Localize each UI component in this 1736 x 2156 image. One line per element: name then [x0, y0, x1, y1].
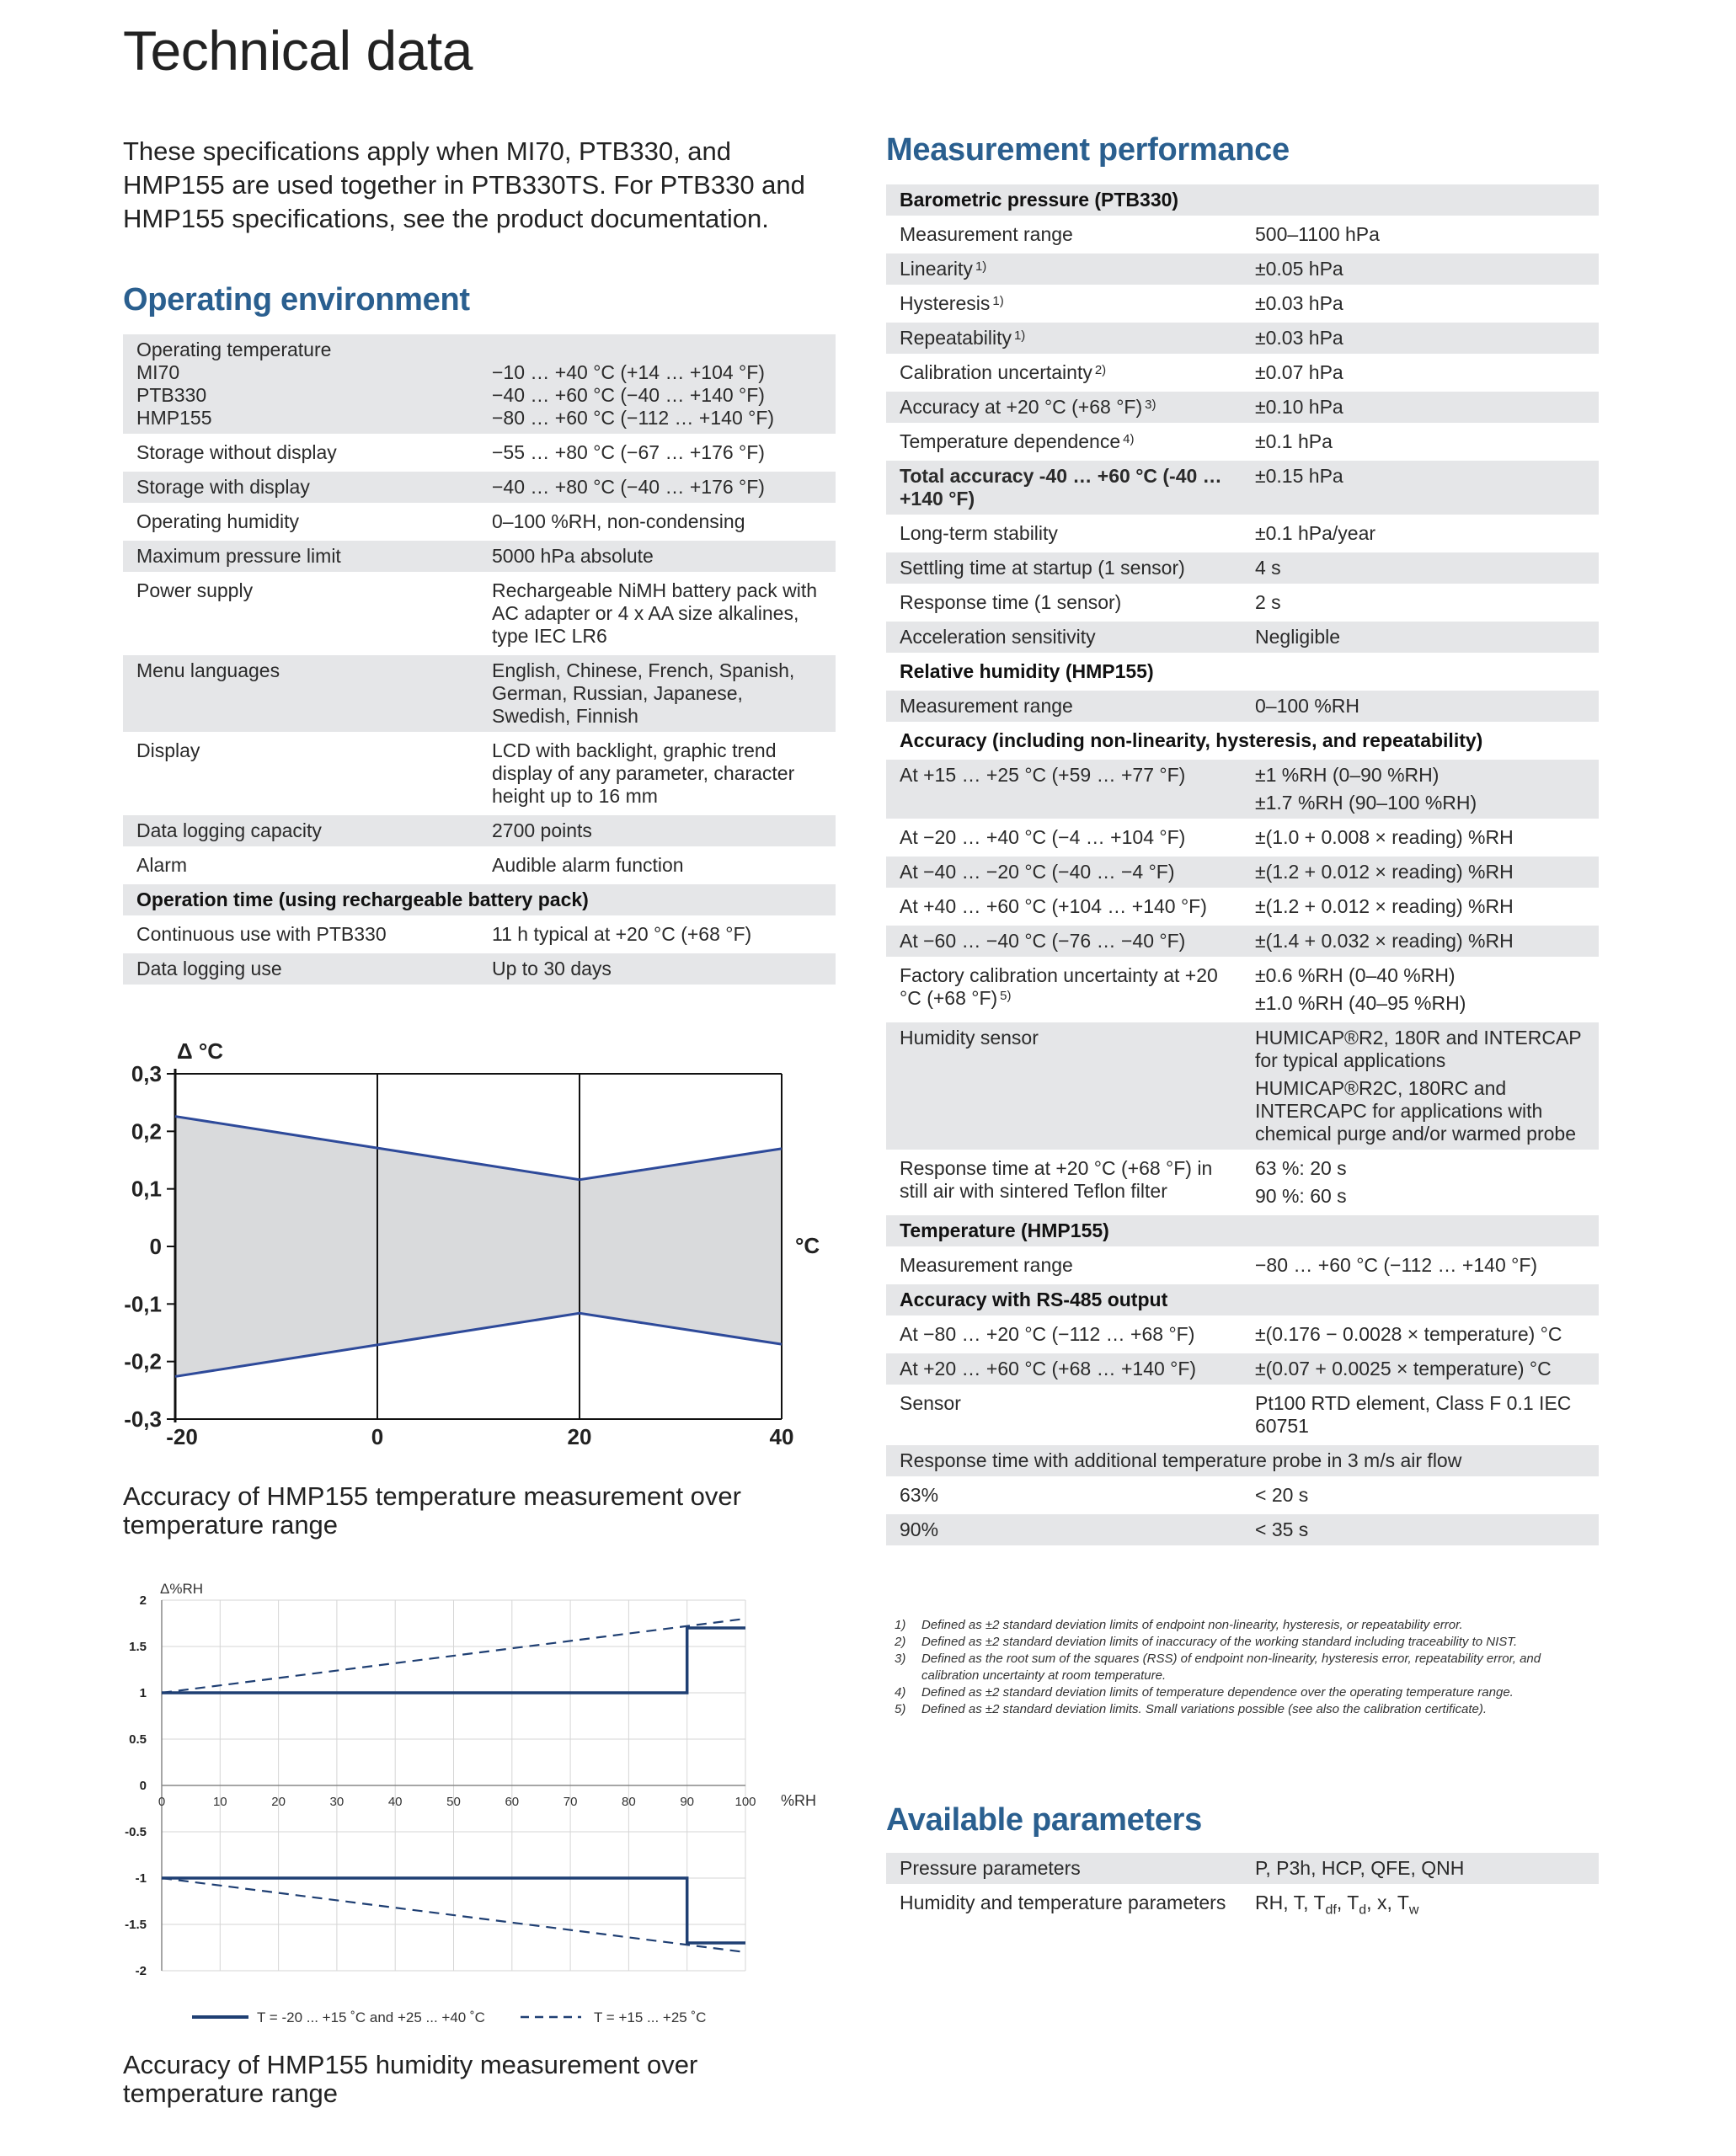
- perf-subheading: Relative humidity (HMP155): [900, 660, 1154, 682]
- footnote-item: [893, 1651, 1558, 1684]
- operation-time-row: [123, 919, 836, 950]
- perf-value-text-2: ±1.0 %RH (40–95 %RH): [1255, 992, 1466, 1014]
- y-tick-label: -2: [135, 1964, 147, 1978]
- perf-row: [886, 857, 1599, 888]
- x-tick-label: 70: [563, 1795, 578, 1809]
- perf-value-text: ±0.1 hPa: [1255, 430, 1333, 452]
- perf-label-text: Factory calibration uncertainty at +20 °C (+68 °F): [900, 964, 1218, 1009]
- perf-value: [1242, 1319, 1599, 1350]
- footnote-number: 3): [895, 1652, 906, 1666]
- footnote-number: 4): [895, 1685, 906, 1700]
- perf-value-text: ±0.03 hPa: [1255, 327, 1343, 349]
- perf-value: [1242, 518, 1599, 549]
- perf-label-text: Measurement range: [900, 695, 1073, 717]
- perf-row: [886, 1514, 1599, 1545]
- perf-value: [1242, 587, 1599, 618]
- perf-label-text: Sensor: [900, 1392, 961, 1414]
- env-row-label: Operating humidity: [136, 510, 300, 532]
- perf-value-text: < 35 s: [1255, 1518, 1309, 1540]
- y-tick-label: -0,2: [124, 1348, 162, 1374]
- perf-label: [886, 1514, 1242, 1545]
- perf-label-text: Response time (1 sensor): [900, 591, 1122, 613]
- perf-label-text: 63%: [900, 1484, 939, 1506]
- operation-time-label: Data logging use: [123, 953, 478, 985]
- perf-label: [886, 822, 1242, 853]
- env-row-value: 5000 hPa absolute: [478, 541, 836, 572]
- perf-label: [886, 760, 1242, 819]
- perf-label: [886, 587, 1242, 618]
- perf-value-text: ±0.05 hPa: [1255, 258, 1343, 280]
- perf-label-text: At +20 … +60 °C (+68 … +140 °F): [900, 1358, 1197, 1380]
- perf-label-text: 90%: [900, 1518, 939, 1540]
- intro-text: These specifications apply when MI70, PTB330, and HMP155 are used together in PTB330TS. For PTB330 and HMP155 specifications, see the product documentation.: [123, 136, 805, 233]
- perf-value: [1242, 822, 1599, 853]
- footnote-number: 1): [895, 1618, 906, 1632]
- footnote-number: 2): [895, 1635, 906, 1649]
- perf-row: [886, 461, 1599, 515]
- perf-row: [886, 1153, 1599, 1212]
- perf-value-text: ±(1.0 + 0.008 × reading) %RH: [1255, 826, 1514, 848]
- perf-value-text: ±1 %RH (0–90 %RH): [1255, 764, 1440, 786]
- env-row-label: Storage with display: [123, 472, 478, 503]
- footnote-item: [893, 1684, 1558, 1701]
- operation-time-label: Continuous use with PTB330: [136, 923, 387, 945]
- perf-row: [886, 1353, 1599, 1385]
- perf-row: [886, 357, 1599, 388]
- perf-fullwidth-row: [886, 1445, 1599, 1476]
- perf-value-text: 4 s: [1255, 557, 1281, 579]
- op-temp-value-mi70: −10 … +40 °C (+14 … +104 °F): [492, 361, 765, 383]
- perf-value-text: Negligible: [1255, 626, 1341, 648]
- perf-row: [886, 587, 1599, 618]
- op-temp-label-mi70: MI70: [136, 361, 180, 383]
- env-row-label: Data logging capacity: [123, 815, 478, 846]
- perf-label-text: Linearity: [900, 258, 973, 280]
- operating-environment-heading: Operating environment: [123, 282, 470, 318]
- perf-label: [886, 1250, 1242, 1281]
- perf-label-text: Accuracy at +20 °C (+68 °F): [900, 396, 1143, 418]
- env-row-label: Menu languages: [123, 655, 478, 732]
- perf-label: [886, 691, 1242, 722]
- perf-label: [886, 926, 1242, 957]
- temperature-chart-caption: Accuracy of HMP155 temperature measurement over temperature range: [123, 1481, 741, 1540]
- footnote-text: Defined as ±2 standard deviation limits of inaccuracy of the working standard including traceability to NIST.: [921, 1635, 1518, 1649]
- perf-value-text: ±(1.2 + 0.012 × reading) %RH: [1255, 861, 1514, 883]
- perf-row: [886, 622, 1599, 653]
- perf-row: [886, 891, 1599, 922]
- y-tick-label: 0: [139, 1779, 147, 1793]
- perf-subheading: Temperature (HMP155): [886, 1215, 1599, 1246]
- operation-time-row: [123, 953, 836, 985]
- perf-row: [886, 219, 1599, 250]
- perf-label-text: At +15 … +25 °C (+59 … +77 °F): [900, 764, 1186, 786]
- perf-row: [886, 960, 1599, 1019]
- perf-value: [1242, 1514, 1599, 1545]
- available-parameters-heading: Available parameters: [886, 1802, 1202, 1838]
- env-row-value: LCD with backlight, graphic trend display of any parameter, character height up to 16 mm: [492, 739, 795, 807]
- perf-row: [886, 552, 1599, 584]
- operation-time-heading: Operation time (using rechargeable battery pack): [123, 884, 836, 915]
- perf-row: [886, 518, 1599, 549]
- env-row: [123, 472, 836, 503]
- x-tick-label: 100: [734, 1795, 756, 1809]
- op-temp-value-ptb330: −40 … +60 °C (−40 … +140 °F): [492, 384, 765, 406]
- perf-label: [886, 891, 1242, 922]
- perf-label-text: Humidity sensor: [900, 1027, 1039, 1049]
- perf-label: [886, 288, 1242, 319]
- env-row: [123, 655, 836, 732]
- env-row-label: Power supply: [136, 579, 254, 601]
- perf-subheading: Accuracy (including non-linearity, hysteresis, and repeatability): [900, 729, 1483, 751]
- perf-value-text: 2 s: [1255, 591, 1281, 613]
- perf-label: [886, 219, 1242, 250]
- footnote-text: Defined as ±2 standard deviation limits. Small variations possible (see also the calibration certificate).: [921, 1702, 1488, 1716]
- perf-label-text: Acceleration sensitivity: [900, 626, 1096, 648]
- perf-value-text: −80 … +60 °C (−112 … +140 °F): [1255, 1254, 1538, 1276]
- perf-label-text: Calibration uncertainty: [900, 361, 1092, 383]
- y-tick-label: -1.5: [125, 1918, 147, 1932]
- perf-label: [886, 622, 1242, 653]
- x-axis-label: %RH: [781, 1792, 817, 1809]
- perf-value-text: ±0.1 hPa/year: [1255, 522, 1376, 544]
- env-row: [123, 575, 836, 652]
- perf-value: [1242, 760, 1599, 819]
- humidity-chart-caption: Accuracy of HMP155 humidity measurement over temperature range: [123, 2050, 698, 2108]
- perf-label-text: At −20 … +40 °C (−4 … +104 °F): [900, 826, 1186, 848]
- footnote-ref: 3): [1145, 398, 1156, 412]
- perf-value: [1242, 960, 1599, 1019]
- measurement-performance-table: [886, 181, 1599, 1549]
- y-tick-label: -1: [135, 1871, 147, 1886]
- env-row-label: Maximum pressure limit: [123, 541, 478, 572]
- perf-row: [886, 1319, 1599, 1350]
- operating-environment-table: [123, 331, 836, 988]
- perf-subheading-row: [886, 725, 1599, 756]
- footnote-item: [893, 1634, 1558, 1651]
- footnote-number: 5): [895, 1702, 906, 1716]
- perf-value-text: 500–1100 hPa: [1255, 223, 1380, 245]
- perf-label: [886, 518, 1242, 549]
- env-row: [123, 735, 836, 812]
- env-row-value: 2700 points: [478, 815, 836, 846]
- x-tick-label: 0: [158, 1795, 166, 1809]
- perf-value: [1242, 691, 1599, 722]
- perf-value-text: 0–100 %RH: [1255, 695, 1360, 717]
- measurement-performance-heading: Measurement performance: [886, 132, 1290, 168]
- accuracy-band-area: [175, 1117, 782, 1377]
- env-row-label: Display: [136, 739, 200, 761]
- perf-label-text: Total accuracy -40 … +60 °C (-40 … +140 °F): [900, 465, 1222, 510]
- page-title: Technical data: [123, 19, 473, 82]
- footnote-item: [893, 1617, 1558, 1634]
- perf-value-text: ±(1.2 + 0.012 × reading) %RH: [1255, 895, 1514, 917]
- perf-row: [886, 760, 1599, 819]
- pressure-parameters-value: P, P3h, HCP, QFE, QNH: [1242, 1853, 1599, 1884]
- x-tick-label: 40: [769, 1424, 794, 1449]
- env-row-value: Audible alarm function: [492, 854, 684, 876]
- perf-row: [886, 926, 1599, 957]
- perf-value-text: ±(0.176 − 0.0028 × temperature) °C: [1255, 1323, 1562, 1345]
- perf-row: [886, 253, 1599, 285]
- y-tick-label: 0: [149, 1234, 162, 1259]
- y-tick-label: -0,1: [124, 1291, 162, 1317]
- perf-value: [1242, 1250, 1599, 1281]
- y-tick-label: -0.5: [125, 1825, 147, 1839]
- y-tick-label: 1: [139, 1686, 147, 1700]
- env-row: [123, 437, 836, 468]
- env-row-value: −55 … +80 °C (−67 … +176 °F): [492, 441, 765, 463]
- footnote-item: [893, 1701, 1558, 1718]
- y-axis-label: Δ%RH: [160, 1581, 204, 1597]
- perf-label: [886, 1022, 1242, 1150]
- perf-row: [886, 323, 1599, 354]
- y-tick-label: 0,2: [131, 1118, 162, 1145]
- operation-time-value: 11 h typical at +20 °C (+68 °F): [492, 923, 752, 945]
- perf-label: [886, 960, 1242, 1019]
- perf-value: [1242, 891, 1599, 922]
- x-tick-label: 80: [622, 1795, 636, 1809]
- x-tick-label: 30: [329, 1795, 345, 1809]
- env-row-label: Alarm: [136, 854, 188, 876]
- y-axis-label: Δ °C: [177, 1038, 224, 1064]
- env-row: [123, 541, 836, 572]
- y-tick-label: 0.5: [129, 1732, 147, 1747]
- perf-row: [886, 1388, 1599, 1442]
- perf-value-text-2: ±1.7 %RH (90–100 %RH): [1255, 792, 1477, 814]
- perf-value-text: ±0.6 %RH (0–40 %RH): [1255, 964, 1456, 986]
- x-tick-label: 40: [387, 1795, 403, 1809]
- perf-value-text: HUMICAP®R2, 180R and INTERCAP for typical applications: [1255, 1027, 1582, 1071]
- perf-row: [886, 426, 1599, 457]
- perf-value: [1242, 219, 1599, 250]
- humidity-temperature-parameters-label: Humidity and temperature parameters: [900, 1892, 1226, 1913]
- perf-row: [886, 288, 1599, 319]
- perf-value: [1242, 1353, 1599, 1385]
- perf-row: [886, 822, 1599, 853]
- perf-label-text: Measurement range: [900, 223, 1073, 245]
- perf-value-text-2: 90 %: 60 s: [1255, 1185, 1347, 1207]
- perf-value: [1242, 392, 1599, 423]
- perf-label: [886, 857, 1242, 888]
- operating-temperature-label: Operating temperature: [136, 339, 332, 360]
- perf-value-text: ±0.07 hPa: [1255, 361, 1343, 383]
- operation-time-heading-row: [123, 884, 836, 915]
- perf-subheading: Barometric pressure (PTB330): [886, 184, 1599, 216]
- operating-temperature-row: [123, 334, 836, 434]
- y-tick-label: 0,1: [131, 1176, 162, 1202]
- perf-row: [886, 691, 1599, 722]
- perf-value-text: ±0.15 hPa: [1255, 465, 1343, 487]
- perf-value: [1242, 1388, 1599, 1442]
- perf-value: [1242, 323, 1599, 354]
- footnote-text: Defined as ±2 standard deviation limits of endpoint non-linearity, hysteresis, or repeatability error.: [921, 1618, 1463, 1632]
- footnote-text: Defined as ±2 standard deviation limits of temperature dependence over the operating temperature range.: [921, 1685, 1514, 1700]
- humidity-temperature-parameters-value: RH, T, $T_{df}$, $T_d$, x, $T_w$: [1255, 1892, 1419, 1918]
- footnote-ref: 4): [1123, 432, 1135, 446]
- perf-value-text: ±0.10 hPa: [1255, 396, 1343, 418]
- env-row: [123, 850, 836, 881]
- perf-value: [1242, 857, 1599, 888]
- perf-label: [886, 253, 1242, 285]
- perf-value: [1242, 1022, 1599, 1150]
- footnote-ref: 5): [1000, 989, 1012, 1003]
- perf-label: [886, 461, 1242, 515]
- perf-label-text: Repeatability: [900, 327, 1012, 349]
- perf-value-text-2: HUMICAP®R2C, 180RC and INTERCAPC for applications with chemical purge and/or warmed probe: [1255, 1077, 1576, 1145]
- perf-label-text: Temperature dependence: [900, 430, 1121, 452]
- op-temp-label-hmp155: HMP155: [136, 407, 212, 429]
- perf-label: [886, 1353, 1242, 1385]
- perf-label-text: Settling time at startup (1 sensor): [900, 557, 1185, 579]
- x-tick-label: 20: [567, 1424, 592, 1449]
- env-row-value: 0–100 %RH, non-condensing: [492, 510, 745, 532]
- perf-label: [886, 426, 1242, 457]
- humidity-temperature-parameters-row: [886, 1887, 1599, 1926]
- perf-value: [1242, 552, 1599, 584]
- perf-value-text: < 20 s: [1255, 1484, 1309, 1506]
- op-temp-value-hmp155: −80 … +60 °C (−112 … +140 °F): [492, 407, 775, 429]
- env-row-value: English, Chinese, French, Spanish, German, Russian, Japanese, Swedish, Finnish: [478, 655, 836, 732]
- perf-row: [886, 1022, 1599, 1150]
- perf-value: [1242, 426, 1599, 457]
- perf-row: [886, 1250, 1599, 1281]
- perf-value: [1242, 357, 1599, 388]
- legend-solid-label: T = -20 ... +15 ˚C and +25 ... +40 ˚C: [257, 2009, 485, 2025]
- y-tick-label: 0,3: [131, 1061, 162, 1086]
- pressure-parameters-label: Pressure parameters: [886, 1853, 1242, 1884]
- perf-label-text: Response time at +20 °C (+68 °F) in still air with sintered Teflon filter: [900, 1157, 1213, 1202]
- pressure-parameters-row: [886, 1853, 1599, 1884]
- perf-value-text: ±(0.07 + 0.0025 × temperature) °C: [1255, 1358, 1552, 1380]
- perf-row: [886, 1480, 1599, 1511]
- perf-subheading-row: [886, 656, 1599, 687]
- perf-fullwidth-label: Response time with additional temperature probe in 3 m/s air flow: [886, 1445, 1599, 1476]
- x-tick-label: 0: [371, 1424, 384, 1449]
- x-tick-label: 10: [212, 1795, 227, 1809]
- perf-value-text: ±(1.4 + 0.032 × reading) %RH: [1255, 930, 1514, 952]
- perf-value: [1242, 622, 1599, 653]
- x-tick-label: 90: [680, 1795, 695, 1809]
- x-axis-label: °C: [795, 1233, 820, 1258]
- op-temp-label-ptb330: PTB330: [136, 384, 207, 406]
- footnote-ref: 1): [1013, 328, 1026, 343]
- perf-subheading: Accuracy with RS-485 output: [886, 1284, 1599, 1315]
- perf-value: [1242, 288, 1599, 319]
- perf-label-text: Hysteresis: [900, 292, 991, 314]
- env-row: [123, 815, 836, 846]
- env-row: [123, 506, 836, 537]
- perf-label: [886, 552, 1242, 584]
- y-tick-label: 1.5: [129, 1640, 147, 1654]
- y-tick-label: -0,3: [124, 1406, 162, 1432]
- perf-label: [886, 1319, 1242, 1350]
- footnotes: [893, 1617, 1558, 1718]
- x-tick-label: -20: [166, 1424, 198, 1449]
- perf-value: [1242, 1480, 1599, 1511]
- perf-subheading-row: [886, 184, 1599, 216]
- x-tick-label: 60: [505, 1795, 520, 1809]
- humidity-accuracy-chart: [118, 1566, 842, 2038]
- perf-value: [1242, 253, 1599, 285]
- perf-value: [1242, 926, 1599, 957]
- perf-subheading-row: [886, 1215, 1599, 1246]
- perf-label: [886, 357, 1242, 388]
- perf-label: [886, 1153, 1242, 1212]
- perf-label: [886, 1388, 1242, 1442]
- perf-row: [886, 392, 1599, 423]
- operation-time-value: Up to 30 days: [478, 953, 836, 985]
- perf-label-text: At −60 … −40 °C (−76 … −40 °F): [900, 930, 1186, 952]
- available-parameters-table: [886, 1849, 1599, 1929]
- x-tick-label: 50: [446, 1795, 461, 1809]
- perf-label-text: Measurement range: [900, 1254, 1073, 1276]
- y-tick-label: 2: [139, 1593, 147, 1608]
- perf-label: [886, 323, 1242, 354]
- perf-subheading-row: [886, 1284, 1599, 1315]
- legend-dashed-label: T = +15 ... +25 ˚C: [594, 2009, 707, 2025]
- perf-label-text: At −40 … −20 °C (−40 … −4 °F): [900, 861, 1175, 883]
- perf-label: [886, 1480, 1242, 1511]
- perf-value-text: Pt100 RTD element, Class F 0.1 IEC 60751: [1255, 1392, 1572, 1437]
- footnote-text: Defined as the root sum of the squares (RSS) of endpoint non-linearity, hysteresis error, repeatability error, and calibration uncertainty at room temperature.: [921, 1652, 1541, 1683]
- footnote-ref: 1): [975, 259, 987, 274]
- perf-label-text: Long-term stability: [900, 522, 1058, 544]
- perf-value-text: ±0.03 hPa: [1255, 292, 1343, 314]
- footnote-ref: 1): [992, 294, 1004, 308]
- perf-value-text: 63 %: 20 s: [1255, 1157, 1347, 1179]
- perf-label: [886, 392, 1242, 423]
- perf-label-text: At +40 … +60 °C (+104 … +140 °F): [900, 895, 1207, 917]
- temperature-accuracy-chart: [118, 1036, 842, 1465]
- env-row-label: Storage without display: [136, 441, 337, 463]
- footnote-ref: 2): [1094, 363, 1107, 377]
- perf-value: [1242, 1153, 1599, 1212]
- env-row-value: Rechargeable NiMH battery pack with AC adapter or 4 x AA size alkalines, type IEC LR6: [492, 579, 818, 647]
- perf-value: [1242, 461, 1599, 515]
- env-row-value: −40 … +80 °C (−40 … +176 °F): [478, 472, 836, 503]
- perf-label-text: At −80 … +20 °C (−112 … +68 °F): [900, 1323, 1195, 1345]
- x-tick-label: 20: [271, 1795, 286, 1809]
